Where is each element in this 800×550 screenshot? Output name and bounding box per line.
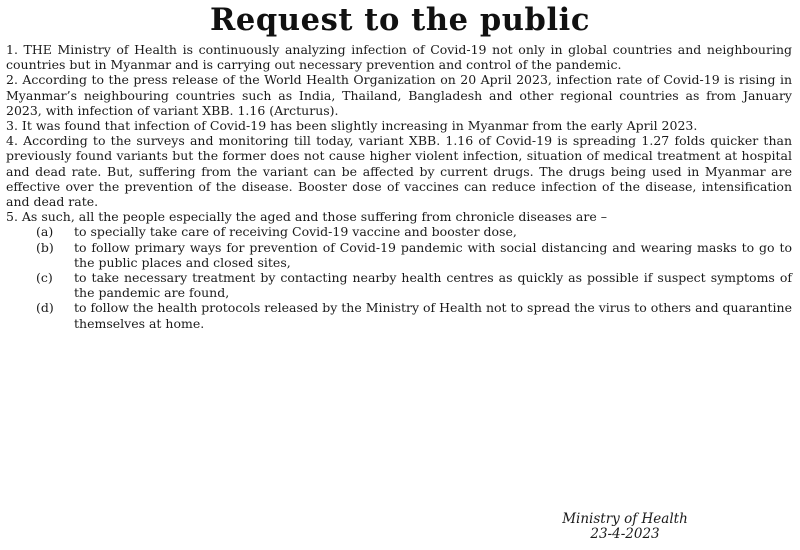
- list-item-text: to specially take care of receiving Covid-19 vaccine and booster dose,: [74, 224, 517, 240]
- list-item-text: to follow primary ways for prevention of Covid-19 pandemic with social distancing and wearing masks to go to the public places and closed sites,: [74, 239, 792, 270]
- signature-block: [480, 512, 770, 542]
- notice-body: [6, 42, 792, 331]
- paragraph-4: 4. According to the surveys and monitoring till today, variant XBB. 1.16 of Covid-19 is spreading 1.27 folds quicker than previously found variants but the former does not cause higher violent infection, situation of medical treatment at hospital and dead rate. But, suffering from the variant can be affected by current drugs. The drugs being used in Myanmar are effective over the prevention of the disease. Booster dose of vaccines can reduce infection of the disease, intensification and dead rate.: [6, 133, 792, 210]
- list-item-marker: (d): [36, 300, 54, 316]
- paragraph-5: 5. As such, all the people especially the aged and those suffering from chronicle diseases are –: [6, 209, 607, 225]
- request-list: [6, 224, 792, 330]
- list-item-marker: (b): [36, 239, 54, 255]
- notice-title: Request to the public: [209, 2, 591, 38]
- list-item: [6, 240, 792, 270]
- list-item-marker: (a): [36, 224, 54, 240]
- paragraph-3: 3. It was found that infection of Covid-19 has been slightly increasing in Myanmar from the early April 2023.: [6, 118, 698, 134]
- paragraph-2: 2. According to the press release of the World Health Organization on 20 April 2023, infection rate of Covid-19 is rising in Myanmar’s neighbouring countries such as India, Thailand, Bangladesh and other regional countries as from January 2023, with infection of variant XBB. 1.16 (Arcturus).: [6, 72, 792, 118]
- list-item: [6, 270, 792, 300]
- list-item-marker: (c): [36, 270, 53, 286]
- paragraph-1: 1. THE Ministry of Health is continuously analyzing infection of Covid-19 not only in global countries and neighbouring countries but in Myanmar and is carrying out necessary prevention and control of the pandemic.: [6, 42, 792, 73]
- list-item-text: to take necessary treatment by contacting nearby health centres as quickly as possible if suspect symptoms of the pandemic are found,: [74, 270, 792, 301]
- list-item: [6, 224, 792, 239]
- list-item: [6, 300, 792, 330]
- signature-organization: Ministry of Health: [562, 511, 688, 527]
- list-item-text: to follow the health protocols released by the Ministry of Health not to spread the virus to others and quarantine themselves at home.: [74, 300, 792, 331]
- signature-date: 23-4-2023: [590, 526, 660, 542]
